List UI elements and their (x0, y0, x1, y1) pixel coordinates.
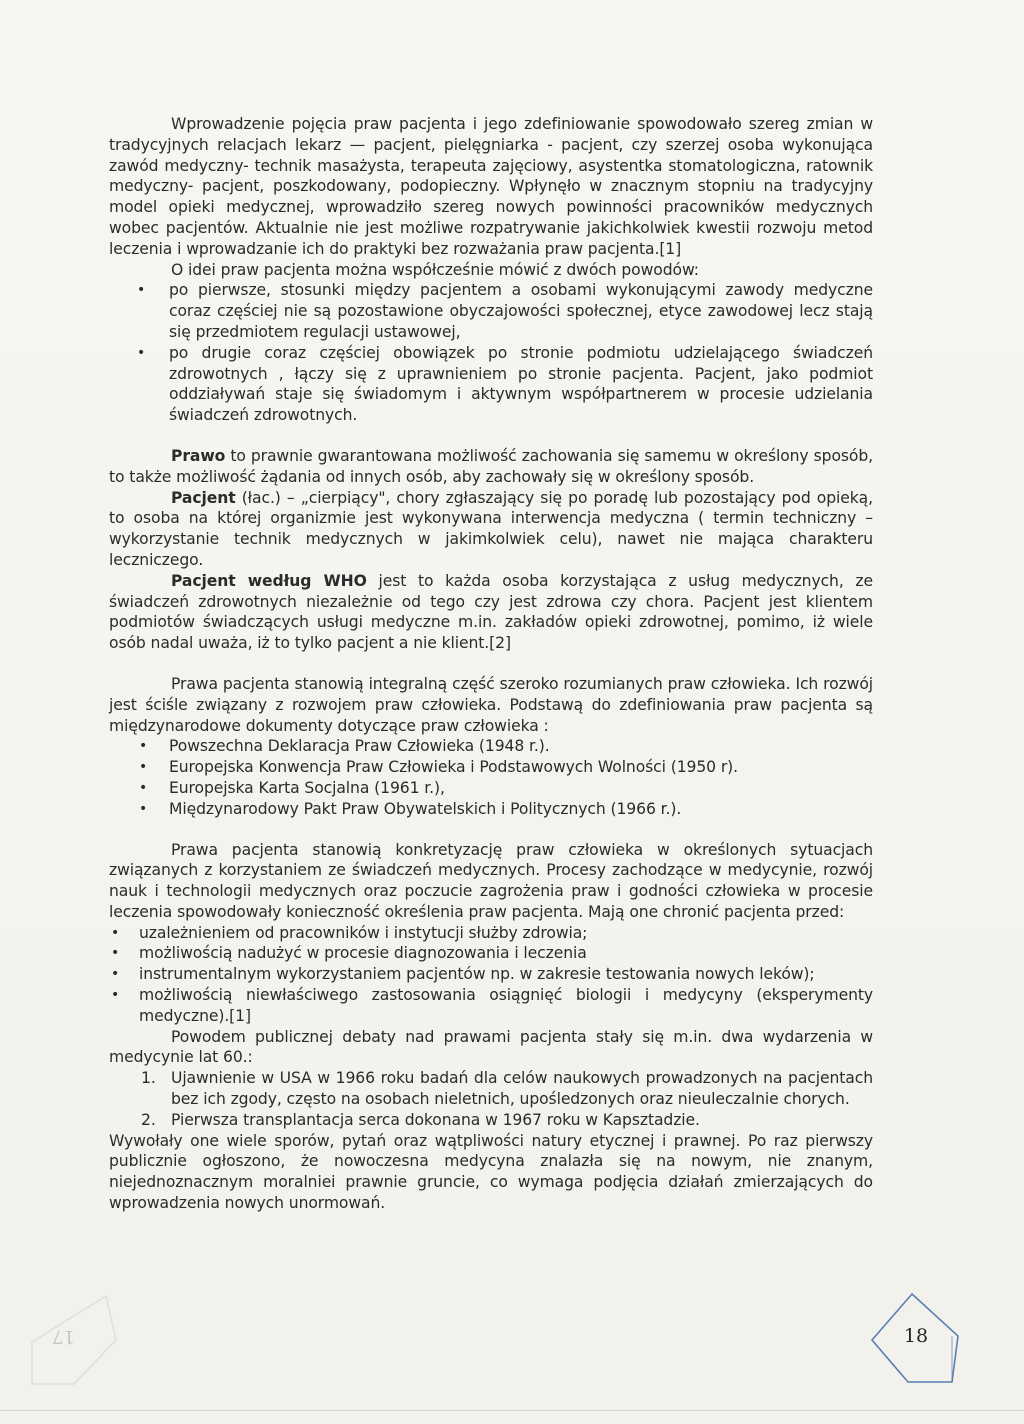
list-item (109, 1110, 873, 1131)
reasons-intro: O idei praw pacjenta można współcześnie mówić z dwóch powodów: (171, 260, 699, 279)
list-item: • możliwością nadużyć w procesie diagnozowania i leczenia (109, 943, 873, 964)
list-item: • po drugie coraz częściej obowiązek po stronie podmiotu udzielającego świadczeń zdrowotnych , łączy się z uprawnieniem po stronie pacjenta. Pacjent, jako podmiot oddziaływań staje się świadomym i aktywnym współpartnerem w procesie udzielania świadczeń zdrowotnych. (109, 343, 873, 426)
human-rights-paragraph: Prawa pacjenta stanowią integralną część szeroko rozumianych praw człowieka. Ich rozwój jest ściśle związany z rozwojem praw człowieka. Podstawą do zdefiniowania praw pacjenta są międzynarodowe dokumenty dotyczące praw człowieka : (109, 674, 873, 735)
item-number: 2. (141, 1110, 156, 1129)
list-item: • możliwością niewłaściwego zastosowania osiągnięć biologii i medycyny (eksperymenty medyczne).[1] (109, 985, 873, 1027)
list-item: • po pierwsze, stosunki między pacjentem a osobami wykonującymi zawody medyczne coraz częściej nie są pozostawione obyczajowości społecznej, etyce zawodowej lecz stają się przedmiotem regulacji ustawowej, (109, 280, 873, 342)
list-item: • uzależnieniem od pracowników i instytucji służby zdrowia; (109, 923, 873, 944)
page-number: 18 (903, 1325, 929, 1347)
reasons-list (109, 280, 873, 426)
scan-edge-divider (0, 1410, 1024, 1411)
concretization-paragraph: Prawa pacjenta stanowią konkretyzację praw człowieka w określonych sytuacjach związanych z korzystaniem ze świadczeń medycznych. Procesy zachodzące w medycynie, rozwój nauk i technologii medycznych oraz poczucie zagrożenia praw i godności człowieka w procesie leczenia spowodowały konieczność określenia praw pacjenta. Mają one chronić pacjenta przed: (109, 840, 873, 921)
definition-who (109, 571, 873, 654)
definition-text: to prawnie gwarantowana możliwość zachowania się samemu w określony sposób, to także możliwość żądania od innych osób, aby zachowały się w określony sposób. (109, 446, 873, 486)
list-item (109, 1068, 873, 1110)
events-list (109, 1068, 873, 1130)
definition-text: jest to każda osoba korzystająca z usług medycznych, ze świadczeń zdrowotnych niezależnie od tego czy jest zdrowa czy chora. Pacjent jest klientem podmiotów świadczących usługi medyczne m.in. zakładów opieki zdrowotnej, pomimo, iż wiele osób nadal uważa, iż to tylko pacjent a nie klient.[2] (109, 571, 873, 653)
item-text: Pierwsza transplantacja serca dokonana w 1967 roku w Kapsztadzie. (171, 1110, 700, 1129)
debate-paragraph: Powodem publicznej debaty nad prawami pacjenta stały się m.in. dwa wydarzenia w medycynie lat 60.: (109, 1027, 873, 1067)
term-pacjent: Pacjent (171, 488, 236, 507)
list-item: • Europejska Karta Socjalna (1961 r.), (109, 778, 873, 799)
term-prawo: Prawo (171, 446, 226, 465)
definition-pacjent (109, 488, 873, 571)
protections-list (109, 923, 873, 1027)
list-item: • Międzynarodowy Pakt Praw Obywatelskich i Politycznych (1966 r.). (109, 799, 873, 820)
documents-list (109, 736, 873, 819)
list-item: • Europejska Konwencja Praw Człowieka i Podstawowych Wolności (1950 r). (109, 757, 873, 778)
list-item: • instrumentalnym wykorzystaniem pacjentów np. w zakresie testowania nowych leków); (109, 964, 873, 985)
term-who: Pacjent według WHO (171, 571, 367, 590)
bleed-through-page-number: 17 (52, 1326, 75, 1347)
definition-text: (łac.) – „cierpiący", chory zgłaszający się po poradę lub pozostający pod opieką, to osoba na której organizmie jest wykonywana interwencja medyczna ( termin techniczny –wykorzystanie technik medycznych w jakimkolwiek celu), nawet nie mająca charakteru leczniczego. (109, 488, 873, 569)
intro-paragraph: Wprowadzenie pojęcia praw pacjenta i jego zdefiniowanie spowodowało szereg zmian w tradycyjnych relacjach lekarz — pacjent, pielęgniarka - pacjent, czy szerzej osoba wykonująca zawód medyczny- technik masażysta, terapeuta zajęciowy, asystentka stomatologiczna, ratownik medyczny- pacjent, poszkodowany, podopieczny. Wpłynęło w znacznym stopniu na tradycyjny model opieki medycznej, wprowadziło szereg nowych powinności pracowników medycznych wobec pacjentów. Aktualnie nie jest możliwe rozpatrywanie jakichkolwiek kwestii rozwoju metod leczenia i wprowadzanie ich do praktyki bez rozważania praw pacjenta.[1] (109, 115, 873, 258)
item-text: Ujawnienie w USA w 1966 roku badań dla celów naukowych prowadzonych na pacjentach bez ich zgody, często na osobach nieletnich, upośledzonych oraz nieuleczalnie chorych. (171, 1069, 873, 1109)
item-number: 1. (141, 1069, 156, 1088)
definition-prawo (109, 446, 873, 488)
list-item: • Powszechna Deklaracja Praw Człowieka (1948 r.). (109, 736, 873, 757)
closing-paragraph: Wywołały one wiele sporów, pytań oraz wątpliwości natury etycznej i prawnej. Po raz pierwszy publicznie ogłoszono, że nowoczesna medycyna znalazła się na nowym, nie znanym, niejednoznacznym moralniei prawnie gruncie, co wymaga podjęcia działań zmierzających do wprowadzenia nowych unormowań. (109, 1131, 873, 1213)
document-body (109, 114, 873, 1214)
